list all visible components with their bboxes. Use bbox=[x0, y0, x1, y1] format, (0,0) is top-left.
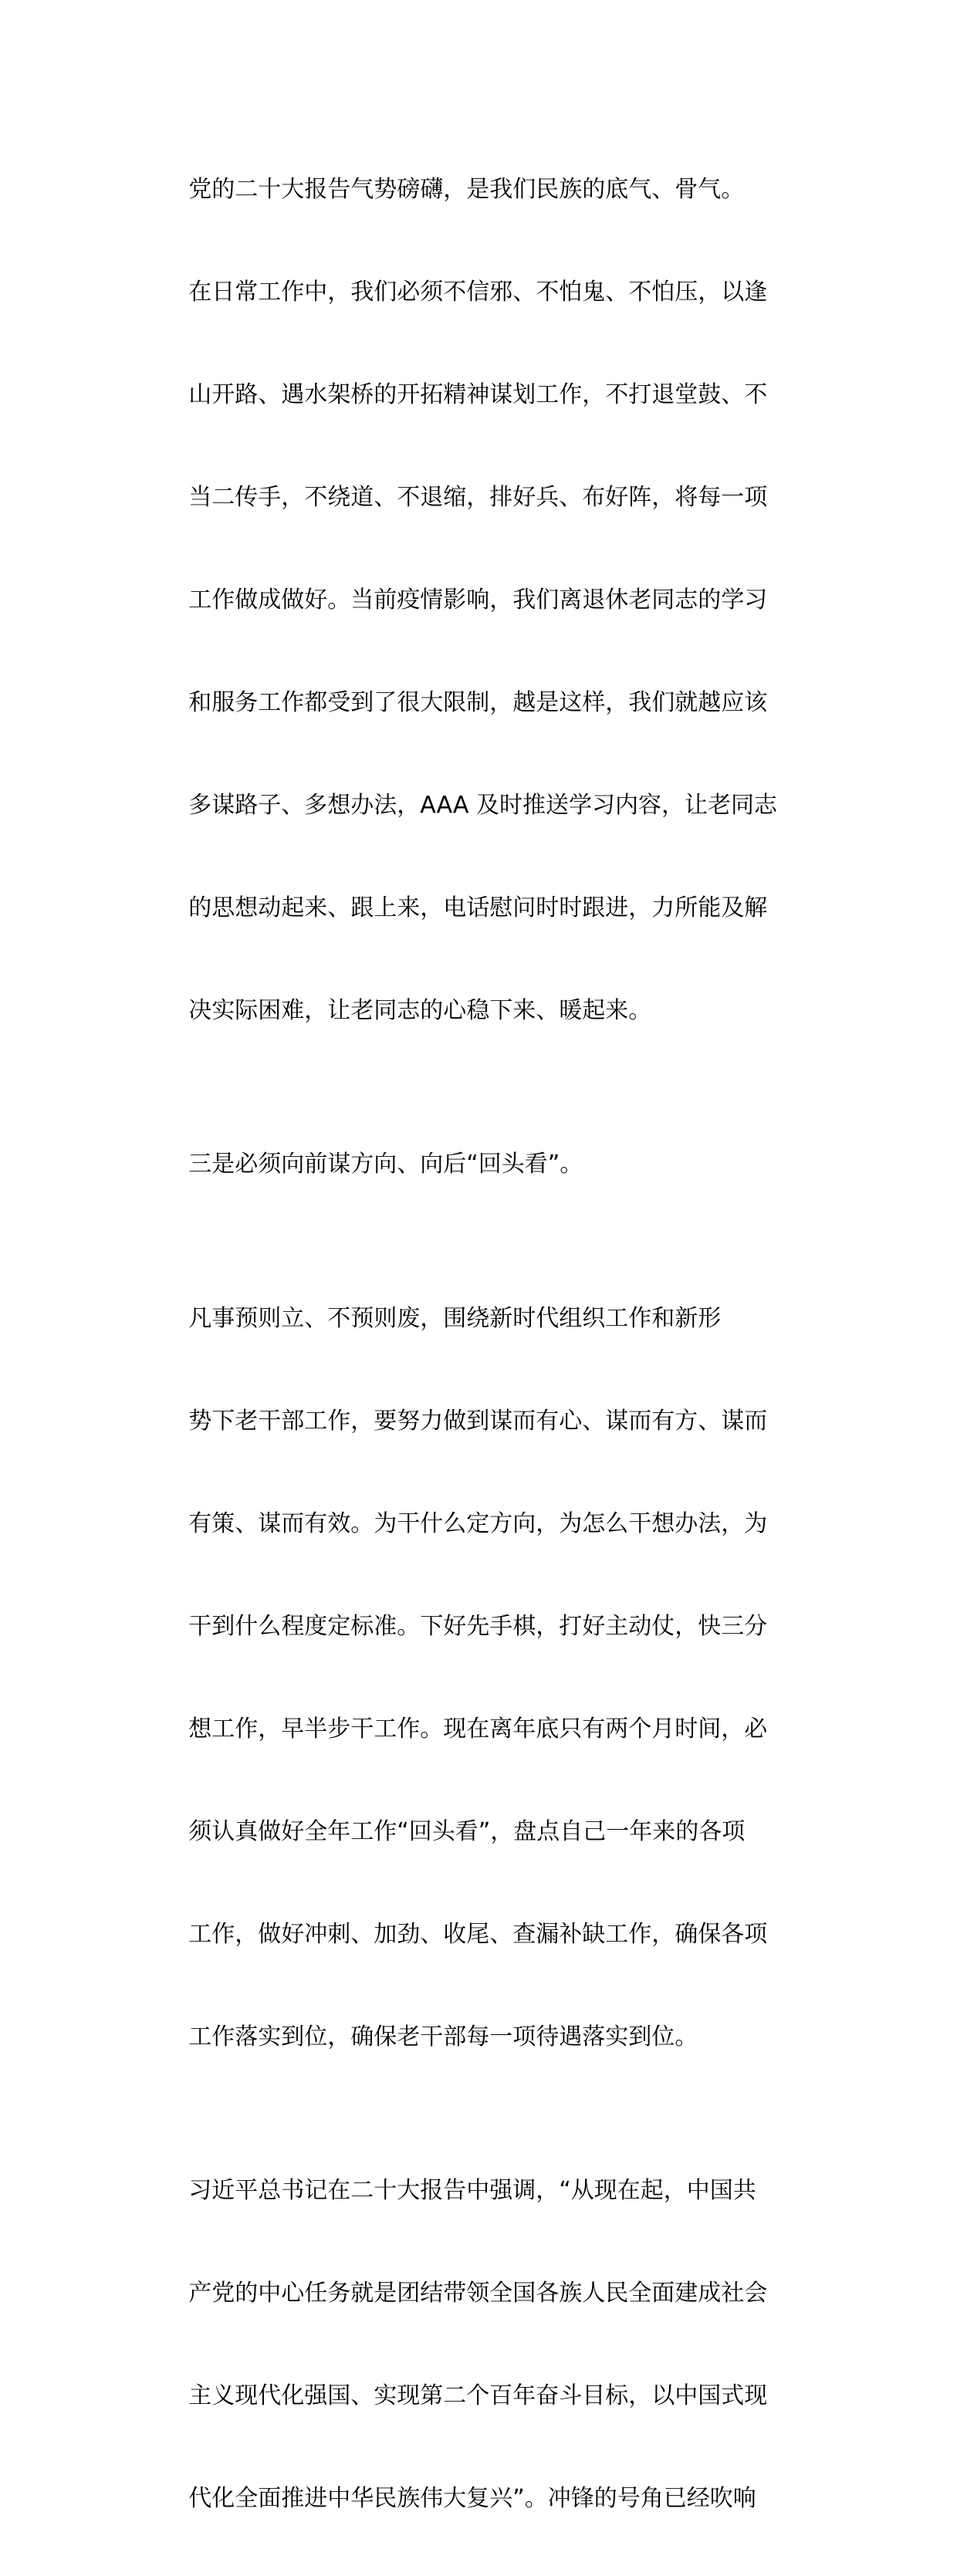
text-line: 主义现代化强国、实现第二个百年奋斗目标，以中国式现 bbox=[188, 2382, 767, 2409]
text-line: 当二传手，不绕道、不退缩，排好兵、布好阵，将每一项 bbox=[188, 484, 767, 511]
paragraph-4 bbox=[144, 2115, 823, 2576]
text-line: 工作落实到位，确保老干部每一项待遇落实到位。 bbox=[188, 2023, 698, 2050]
text-line: 习近平总书记在二十大报告中强调，“从现在起，中国共 bbox=[188, 2177, 756, 2204]
paragraph-1 bbox=[144, 113, 823, 1088]
text-line: 工作做成做好。当前疫情影响，我们离退休老同志的学习 bbox=[188, 587, 767, 614]
text-line: 山开路、遇水架桥的开拓精神谋划工作，不打退堂鼓、不 bbox=[188, 381, 767, 408]
paragraph-2-heading bbox=[144, 1088, 823, 1242]
text-line: 党的二十大报告气势磅礴，是我们民族的底气、骨气。 bbox=[188, 176, 744, 203]
text-line: 凡事预则立、不预则废，围绕新时代组织工作和新形 bbox=[188, 1305, 721, 1332]
text-line: 三是必须向前谋方向、向后“回头看”。 bbox=[188, 1151, 583, 1178]
document-body bbox=[144, 113, 823, 2576]
text-line: 在日常工作中，我们必须不信邪、不怕鬼、不怕压，以逢 bbox=[188, 279, 767, 306]
text-line: 代化全面推进中华民族伟大复兴”。冲锋的号角已经吹响 bbox=[188, 2485, 756, 2512]
text-line: 势下老干部工作，要努力做到谋而有心、谋而有方、谋而 bbox=[188, 1408, 767, 1435]
text-line: 干到什么程度定标准。下好先手棋，打好主动仗，快三分 bbox=[188, 1613, 767, 1640]
text-line: 和服务工作都受到了很大限制，越是这样，我们就越应该 bbox=[188, 689, 767, 716]
paragraph-3 bbox=[144, 1242, 823, 2115]
text-line: 有策、谋而有效。为干什么定方向，为怎么干想办法，为 bbox=[188, 1510, 767, 1537]
text-line: 想工作，早半步干工作。现在离年底只有两个月时间，必 bbox=[188, 1716, 767, 1743]
text-line: 产党的中心任务就是团结带领全国各族人民全面建成社会 bbox=[188, 2280, 767, 2307]
text-line: 工作，做好冲刺、加劲、收尾、查漏补缺工作，确保各项 bbox=[188, 1921, 767, 1948]
text-line: 的思想动起来、跟上来，电话慰问时时跟进，力所能及解 bbox=[188, 894, 767, 921]
text-line: 多谋路子、多想办法，AAA 及时推送学习内容，让老同志 bbox=[188, 792, 777, 819]
text-line: 决实际困难，让老同志的心稳下来、暖起来。 bbox=[188, 997, 651, 1024]
text-line: 须认真做好全年工作“回头看”，盘点自己一年来的各项 bbox=[188, 1818, 745, 1845]
